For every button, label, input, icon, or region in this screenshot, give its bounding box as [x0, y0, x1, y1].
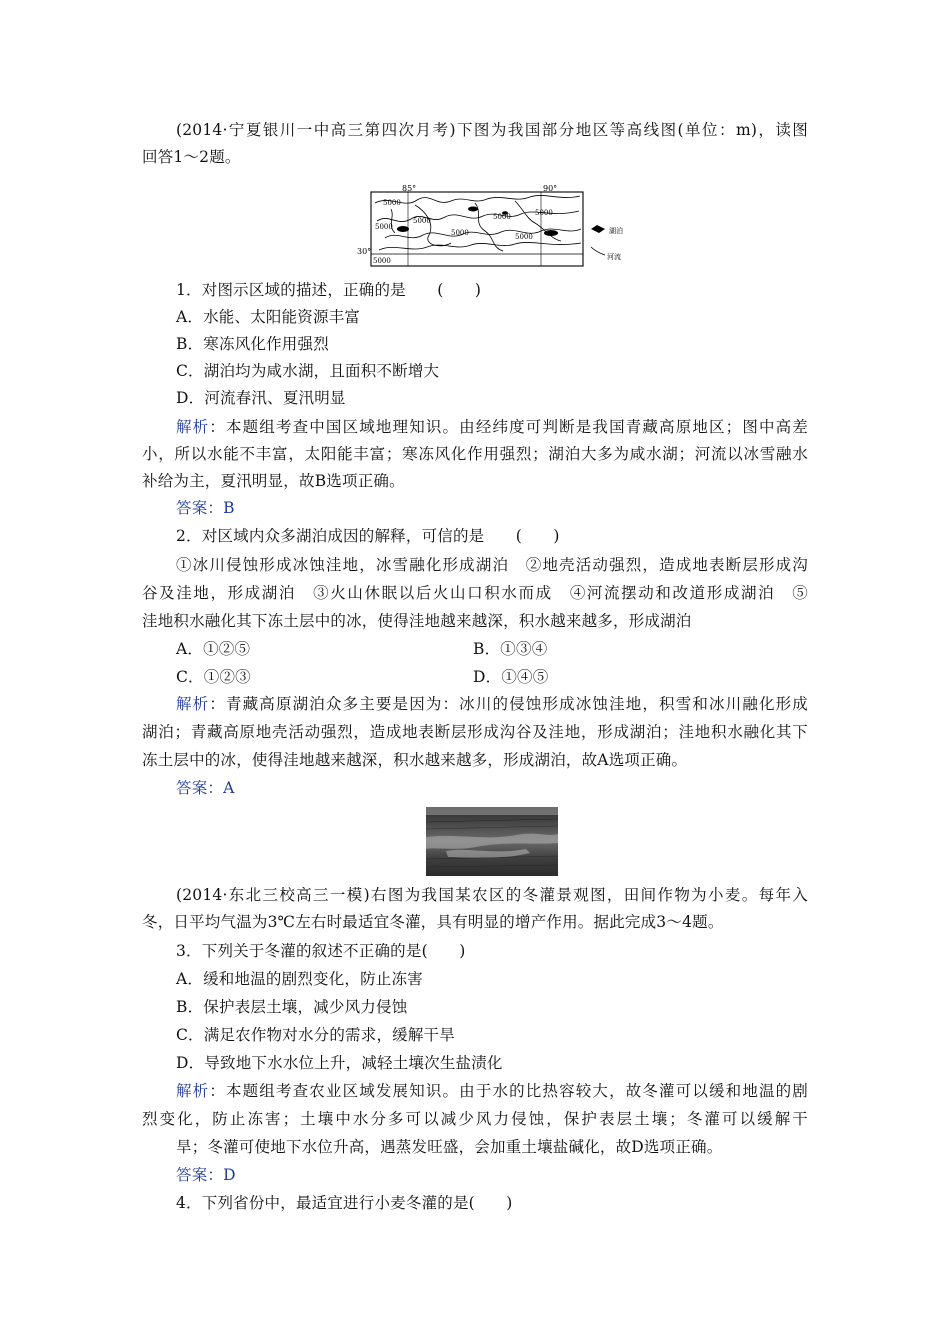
q2-analysis-line-2: 湖泊；青藏高原地壳活动强烈，造成地表断层形成沟谷及洼地，形成湖泊；洼地积水融化其下 [142, 723, 808, 741]
q1-analysis-line-2: 小，所以水能不丰富，太阳能丰富；寒冻风化作用强烈；湖泊大多为咸水湖；河流以冰雪融水 [142, 445, 808, 463]
q3-analysis-line-1: 解析：本题组考查农业区域发展知识。由于水的比热容较大，故冬灌可以缓和地温的剧 [176, 1082, 809, 1100]
q1-answer: 答案：B [176, 499, 235, 517]
q3-analysis-line-2: 烈变化，防止冻害；土壤中水分多可以减少风力侵蚀，保护表层土壤；冬灌可以缓解干 [142, 1110, 808, 1128]
q1-stem: 1．对图示区域的描述，正确的是 ( ) [176, 281, 482, 299]
q1-analysis-line-1: 解析：本题组考查中国区域地理知识。由经纬度可判断是我国青藏高原地区；图中高差 [176, 418, 809, 436]
q3-answer: 答案：D [176, 1166, 236, 1184]
q2-option-c: C．①②③ [176, 668, 251, 686]
intro-1-line-2: 回答1～2题。 [142, 148, 241, 166]
q2-option-b: B．①③④ [473, 640, 548, 658]
q3-analysis-label: 解析 [176, 1082, 210, 1100]
svg-text:5000: 5000 [373, 257, 391, 265]
q3-option-d: D．导致地下水水位上升，减轻土壤次生盐渍化 [176, 1054, 503, 1072]
map-lon-85: 85° [402, 184, 417, 193]
map-lon-90: 90° [543, 184, 558, 193]
q1-option-b: B．寒冻风化作用强烈 [176, 335, 329, 353]
q2-answer-label: 答案 [176, 779, 208, 797]
q2-body-line-3: 洼地积水融化其下冻土层中的冰，使得洼地越来越深，积水越来越多，形成湖泊 [142, 612, 692, 630]
svg-text:5000: 5000 [493, 213, 511, 221]
q2-body-line-2: 谷及洼地，形成湖泊 ③火山休眠以后火山口积水而成 ④河流摆动和改道形成湖泊 ⑤ [142, 584, 808, 602]
q3-stem: 3．下列关于冬灌的叙述不正确的是( ) [176, 942, 466, 960]
contour-labels [373, 199, 553, 265]
map-lat-30: 30° [357, 247, 372, 256]
q4-stem: 4．下列省份中，最适宜进行小麦冬灌的是( ) [176, 1194, 513, 1212]
legend-lake-label: 湖泊 [609, 227, 623, 235]
q2-option-a: A．①②⑤ [176, 640, 251, 658]
contour-map [355, 183, 625, 269]
q2-answer: 答案：A [176, 779, 235, 797]
svg-text:5000: 5000 [383, 199, 401, 207]
q1-option-a: A．水能、太阳能资源丰富 [176, 308, 361, 326]
q1-option-c: C．湖泊均为咸水湖，且面积不断增大 [176, 362, 440, 380]
q3-option-c: C．满足农作物对水分的需求，缓解干旱 [176, 1026, 455, 1044]
svg-text:5000: 5000 [451, 229, 469, 237]
legend-river-symbol [591, 247, 605, 255]
winter-irrigation-photo [426, 807, 558, 876]
q1-analysis-line-3: 补给为主，夏汛明显，故B选项正确。 [142, 472, 405, 490]
q2-analysis-line-3: 冻土层中的冰，使得洼地越来越深，积水越来越多，形成湖泊，故A选项正确。 [142, 751, 688, 769]
svg-text:5000: 5000 [535, 209, 553, 217]
q2-stem: 2．对区域内众多湖泊成因的解释，可信的是 ( ) [176, 527, 560, 545]
q1-analysis-label: 解析 [176, 418, 210, 436]
intro-1-line-1: (2014·宁夏银川一中高三第四次月考)下图为我国部分地区等高线图(单位：m)，读图 [176, 121, 808, 139]
intro-2-line-2: 冬，日平均气温为3℃左右时最适宜冬灌，具有明显的增产作用。据此完成3～4题。 [142, 913, 724, 931]
svg-text:5000: 5000 [375, 223, 393, 231]
svg-text:5000: 5000 [413, 217, 431, 225]
intro-2-line-1: (2014·东北三校高三一模)右图为我国某农区的冬灌景观图，田间作物为小麦。每年入 [176, 886, 808, 904]
q3-analysis-line-3: 旱；冬灌可使地下水位升高，遇蒸发旺盛，会加重土壤盐碱化，故D选项正确。 [176, 1138, 723, 1156]
svg-text:5000: 5000 [515, 233, 533, 241]
legend-lake-symbol [591, 225, 605, 233]
q3-option-b: B．保护表层土壤，减少风力侵蚀 [176, 998, 408, 1016]
q3-option-a: A．缓和地温的剧烈变化，防止冻害 [176, 970, 423, 988]
contour-lines [375, 195, 581, 251]
q1-answer-label: 答案 [176, 499, 208, 517]
legend-river-label: 河流 [607, 253, 621, 261]
q3-answer-label: 答案 [176, 1166, 208, 1184]
q2-option-d: D．①④⑤ [473, 668, 549, 686]
q2-analysis-label: 解析 [176, 695, 210, 713]
q2-analysis-line-1: 解析：青藏高原湖泊众多主要是因为：冰川的侵蚀形成冰蚀洼地，积雪和冰川融化形成 [176, 695, 809, 713]
q1-option-d: D．河流春汛、夏汛明显 [176, 389, 346, 407]
q2-body-line-1: ①冰川侵蚀形成冰蚀洼地，冰雪融化形成湖泊 ②地壳活动强烈，造成地表断层形成沟 [176, 556, 808, 574]
